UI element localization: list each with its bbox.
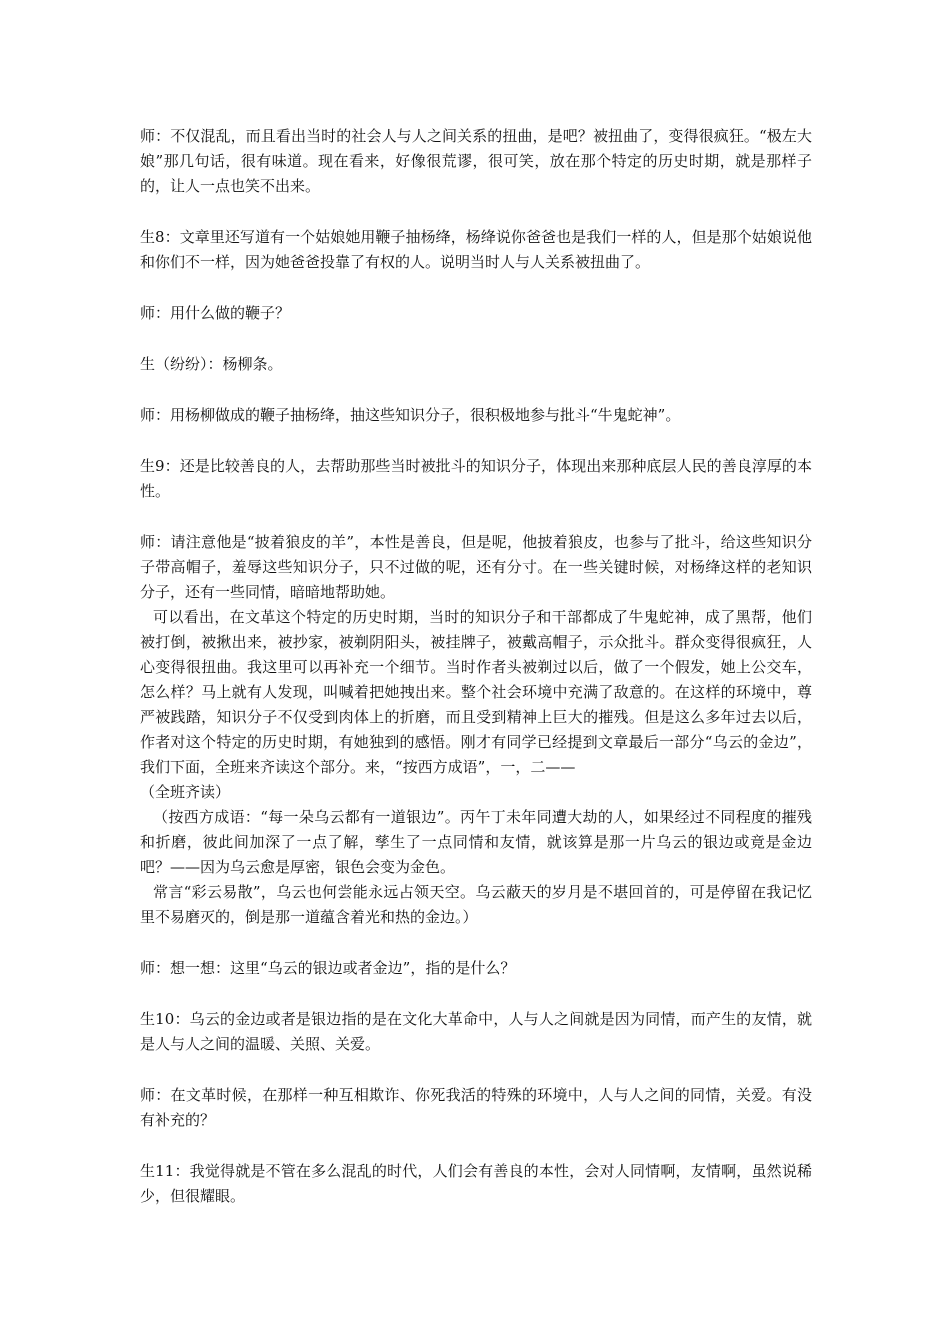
paragraph-student-10: 生10：乌云的金边或者是银边指的是在文化大革命中，人与人之间就是因为同情，而产生的友情，就是人与人之间的温暖、关照、关爱。 [140,1010,812,1053]
paragraph-teacher-2: 师：用什么做的鞭子？ [140,304,291,322]
paragraph-teacher-1: 师：不仅混乱，而且看出当时的社会人与人之间关系的扭曲，是吧？被扭曲了，变得很疯狂。“极左大娘”那几句话，很有味道。现在看来，好像很荒谬，很可笑，放在那个特定的历史时期，就是那样子的，让人一点也笑不出来。 [140,127,812,195]
paragraph-student-9: 生9：还是比较善良的人，去帮助那些当时被批斗的知识分子，体现出来那种底层人民的善良淳厚的本性。 [140,457,812,500]
document-body [140,124,812,1209]
paragraph-student-8: 生8：文章里还写道有一个姑娘她用鞭子抽杨绛，杨绛说你爸爸也是我们一样的人，但是那个姑娘说他和你们不一样，因为她爸爸投靠了有权的人。说明当时人与人关系被扭曲了。 [140,228,812,271]
paragraph-students-chorus: 生（纷纷）：杨柳条。 [140,355,283,373]
paragraph-class-reading-note: （全班齐读） [140,783,231,801]
paragraph-student-11: 生11：我觉得就是不管在多么混乱的时代，人们会有善良的本性，会对人同情啊，友情啊，虽然说稀少，但很耀眼。 [140,1162,812,1205]
paragraph-teacher-4-continued: 可以看出，在文革这个特定的历史时期，当时的知识分子和干部都成了牛鬼蛇神，成了黑帮，他们被打倒，被揪出来，被抄家，被剃阴阳头，被挂牌子，被戴高帽子，示众批斗。群众变得很疯狂，人心变得很扭曲。我这里可以再补充一个细节。当时作者头被剃过以后，做了一个假发，她上公交车，怎么样？马上就有人发现，叫喊着把她拽出来。整个社会环境中充满了敌意的。在这样的环境中，尊严被践踏，知识分子不仅受到肉体上的折磨，而且受到精神上巨大的摧残。但是这么多年过去以后，作者对这个特定的历史时期，有她独到的感悟。刚才有同学已经提到文章最后一部分“乌云的金边”，我们下面，全班来齐读这个部分。来，“按西方成语”，一，二—— [140,608,812,776]
paragraph-teacher-5: 师：想一想：这里“乌云的银边或者金边”，指的是什么？ [140,959,516,977]
paragraph-teacher-6: 师：在文革时候，在那样一种互相欺诈、你死我活的特殊的环境中，人与人之间的同情，关爱。有没有补充的？ [140,1086,812,1129]
paragraph-teacher-3: 师：用杨柳做成的鞭子抽杨绛，抽这些知识分子，很积极地参与批斗“牛鬼蛇神”。 [140,406,681,424]
paragraph-teacher-4: 师：请注意他是“披着狼皮的羊”，本性是善良，但是呢，他披着狼皮，也参与了批斗，给这些知识分子带高帽子，羞辱这些知识分子，只不过做的呢，还有分寸。在一些关键时候，对杨绛这样的老知识分子，还有一些同情，暗暗地帮助她。 [140,533,812,601]
paragraph-quoted-text-2: 常言“彩云易散”，乌云也何尝能永远占领天空。乌云蔽天的岁月是不堪回首的，可是停留在我记忆里不易磨灭的，倒是那一道蕴含着光和热的金边。） [140,883,812,926]
paragraph-quoted-text-1: （按西方成语：“每一朵乌云都有一道银边”。丙午丁未年同遭大劫的人，如果经过不同程度的摧残和折磨，彼此间加深了一点了解，孳生了一点同情和友情，就该算是那一片乌云的银边或竟是金边吧？——因为乌云愈是厚密，银色会变为金色。 [140,808,812,876]
